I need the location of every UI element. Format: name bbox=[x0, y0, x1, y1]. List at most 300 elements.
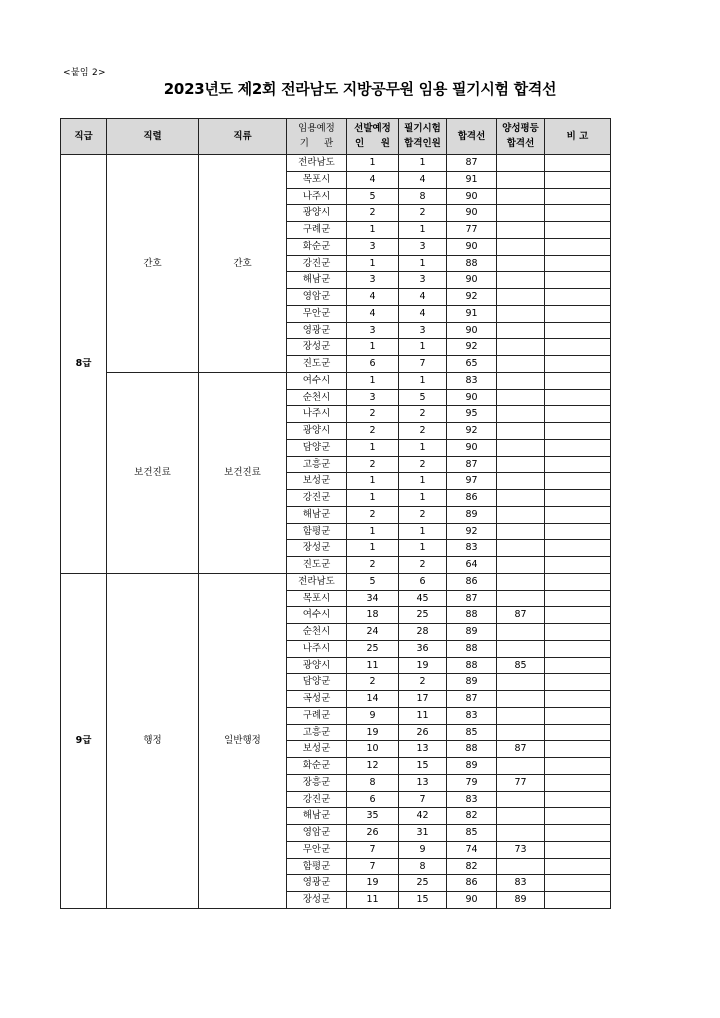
planned-cell: 5 bbox=[347, 188, 399, 205]
remarks-cell bbox=[545, 674, 611, 691]
cutoff-cell: 64 bbox=[447, 557, 497, 574]
remarks-cell bbox=[545, 892, 611, 909]
passed-cell: 1 bbox=[399, 339, 447, 356]
agency-cell: 장흥군 bbox=[287, 774, 347, 791]
equality-cell bbox=[497, 171, 545, 188]
passed-cell: 7 bbox=[399, 791, 447, 808]
planned-cell: 12 bbox=[347, 758, 399, 775]
remarks-cell bbox=[545, 741, 611, 758]
cutoff-cell: 90 bbox=[447, 188, 497, 205]
agency-cell: 장성군 bbox=[287, 339, 347, 356]
remarks-cell bbox=[545, 774, 611, 791]
passed-cell: 25 bbox=[399, 875, 447, 892]
equality-cell bbox=[497, 573, 545, 590]
header-agency-line1: 임용예정 bbox=[298, 123, 335, 135]
cutoff-cell: 83 bbox=[447, 707, 497, 724]
cutoff-cell: 82 bbox=[447, 808, 497, 825]
equality-cell bbox=[497, 305, 545, 322]
equality-cell: 87 bbox=[497, 741, 545, 758]
planned-cell: 14 bbox=[347, 691, 399, 708]
cutoff-cell: 83 bbox=[447, 791, 497, 808]
table-row bbox=[61, 372, 611, 389]
passed-cell: 1 bbox=[399, 155, 447, 172]
remarks-cell bbox=[545, 423, 611, 440]
remarks-cell bbox=[545, 473, 611, 490]
cutoff-cell: 88 bbox=[447, 255, 497, 272]
header-planned-line1: 선발예정 bbox=[354, 123, 391, 135]
agency-cell: 곡성군 bbox=[287, 691, 347, 708]
cutoff-cell: 91 bbox=[447, 171, 497, 188]
remarks-cell bbox=[545, 238, 611, 255]
cutoff-cell: 87 bbox=[447, 155, 497, 172]
agency-cell: 영광군 bbox=[287, 875, 347, 892]
planned-cell: 4 bbox=[347, 171, 399, 188]
passed-cell: 2 bbox=[399, 506, 447, 523]
passed-cell: 26 bbox=[399, 724, 447, 741]
equality-cell bbox=[497, 674, 545, 691]
passed-cell: 19 bbox=[399, 657, 447, 674]
passed-cell: 1 bbox=[399, 473, 447, 490]
cutoff-cell: 85 bbox=[447, 724, 497, 741]
planned-cell: 6 bbox=[347, 791, 399, 808]
agency-cell: 목포시 bbox=[287, 171, 347, 188]
passed-cell: 36 bbox=[399, 640, 447, 657]
remarks-cell bbox=[545, 607, 611, 624]
remarks-cell bbox=[545, 691, 611, 708]
equality-cell bbox=[497, 825, 545, 842]
passed-cell: 13 bbox=[399, 741, 447, 758]
equality-cell bbox=[497, 238, 545, 255]
planned-cell: 1 bbox=[347, 473, 399, 490]
planned-cell: 34 bbox=[347, 590, 399, 607]
equality-cell bbox=[497, 590, 545, 607]
header-agency-line2: 기 관 bbox=[299, 137, 334, 149]
table-body bbox=[61, 155, 611, 909]
passed-cell: 1 bbox=[399, 490, 447, 507]
passed-cell: 7 bbox=[399, 356, 447, 373]
passed-cell: 8 bbox=[399, 188, 447, 205]
agency-cell: 무안군 bbox=[287, 841, 347, 858]
equality-cell bbox=[497, 557, 545, 574]
remarks-cell bbox=[545, 640, 611, 657]
passed-cell: 15 bbox=[399, 892, 447, 909]
agency-cell: 구례군 bbox=[287, 707, 347, 724]
planned-cell: 3 bbox=[347, 238, 399, 255]
agency-cell: 영암군 bbox=[287, 289, 347, 306]
equality-cell bbox=[497, 523, 545, 540]
remarks-cell bbox=[545, 858, 611, 875]
agency-cell: 광양시 bbox=[287, 657, 347, 674]
planned-cell: 5 bbox=[347, 573, 399, 590]
cutoff-cell: 91 bbox=[447, 305, 497, 322]
remarks-cell bbox=[545, 272, 611, 289]
passed-cell: 8 bbox=[399, 858, 447, 875]
cutoff-cell: 89 bbox=[447, 624, 497, 641]
planned-cell: 2 bbox=[347, 406, 399, 423]
equality-cell bbox=[497, 691, 545, 708]
table-row bbox=[61, 155, 611, 172]
remarks-cell bbox=[545, 155, 611, 172]
equality-cell bbox=[497, 724, 545, 741]
planned-cell: 4 bbox=[347, 305, 399, 322]
planned-cell: 2 bbox=[347, 205, 399, 222]
planned-cell: 1 bbox=[347, 155, 399, 172]
equality-cell bbox=[497, 506, 545, 523]
equality-cell bbox=[497, 540, 545, 557]
agency-cell: 해남군 bbox=[287, 808, 347, 825]
header-remarks: 비 고 bbox=[545, 119, 611, 155]
cutoff-cell: 90 bbox=[447, 272, 497, 289]
remarks-cell bbox=[545, 506, 611, 523]
passed-cell: 4 bbox=[399, 171, 447, 188]
planned-cell: 19 bbox=[347, 875, 399, 892]
cutoff-cell: 87 bbox=[447, 456, 497, 473]
header-equality-line2: 합격선 bbox=[506, 137, 535, 149]
equality-cell bbox=[497, 372, 545, 389]
remarks-cell bbox=[545, 389, 611, 406]
planned-cell: 4 bbox=[347, 289, 399, 306]
agency-cell: 고흥군 bbox=[287, 456, 347, 473]
agency-cell: 보성군 bbox=[287, 741, 347, 758]
agency-cell: 강진군 bbox=[287, 490, 347, 507]
header-series: 직렬 bbox=[107, 119, 199, 155]
remarks-cell bbox=[545, 557, 611, 574]
cutoff-cell: 89 bbox=[447, 506, 497, 523]
agency-cell: 무안군 bbox=[287, 305, 347, 322]
agency-cell: 나주시 bbox=[287, 406, 347, 423]
equality-cell bbox=[497, 222, 545, 239]
planned-cell: 11 bbox=[347, 892, 399, 909]
cutoff-cell: 87 bbox=[447, 590, 497, 607]
remarks-cell bbox=[545, 590, 611, 607]
header-cutoff: 합격선 bbox=[447, 119, 497, 155]
table-header-row bbox=[61, 119, 611, 155]
cutoff-cell: 86 bbox=[447, 573, 497, 590]
agency-cell: 진도군 bbox=[287, 557, 347, 574]
passed-cell: 6 bbox=[399, 573, 447, 590]
passed-cell: 5 bbox=[399, 389, 447, 406]
cutoff-cell: 92 bbox=[447, 523, 497, 540]
passed-cell: 25 bbox=[399, 607, 447, 624]
equality-cell: 73 bbox=[497, 841, 545, 858]
equality-cell bbox=[497, 624, 545, 641]
header-planned bbox=[347, 119, 399, 155]
planned-cell: 11 bbox=[347, 657, 399, 674]
passed-cell: 1 bbox=[399, 439, 447, 456]
cutoff-cell: 90 bbox=[447, 322, 497, 339]
planned-cell: 1 bbox=[347, 372, 399, 389]
agency-cell: 함평군 bbox=[287, 858, 347, 875]
agency-cell: 해남군 bbox=[287, 272, 347, 289]
equality-cell bbox=[497, 406, 545, 423]
remarks-cell bbox=[545, 356, 611, 373]
remarks-cell bbox=[545, 188, 611, 205]
cutoff-cell: 90 bbox=[447, 439, 497, 456]
header-equality-line1: 양성평등 bbox=[502, 123, 539, 135]
planned-cell: 6 bbox=[347, 356, 399, 373]
equality-cell bbox=[497, 640, 545, 657]
cutoff-cell: 95 bbox=[447, 406, 497, 423]
agency-cell: 장성군 bbox=[287, 892, 347, 909]
passed-cell: 2 bbox=[399, 674, 447, 691]
agency-cell: 장성군 bbox=[287, 540, 347, 557]
passed-cell: 42 bbox=[399, 808, 447, 825]
table-row bbox=[61, 573, 611, 590]
remarks-cell bbox=[545, 171, 611, 188]
passed-cell: 1 bbox=[399, 255, 447, 272]
class-cell: 보건진료 bbox=[199, 372, 287, 573]
agency-cell: 여수시 bbox=[287, 607, 347, 624]
remarks-cell bbox=[545, 808, 611, 825]
remarks-cell bbox=[545, 875, 611, 892]
agency-cell: 담양군 bbox=[287, 439, 347, 456]
cutoff-cell: 85 bbox=[447, 825, 497, 842]
agency-cell: 광양시 bbox=[287, 205, 347, 222]
planned-cell: 19 bbox=[347, 724, 399, 741]
planned-cell: 1 bbox=[347, 222, 399, 239]
passed-cell: 3 bbox=[399, 272, 447, 289]
remarks-cell bbox=[545, 205, 611, 222]
remarks-cell bbox=[545, 222, 611, 239]
planned-cell: 3 bbox=[347, 389, 399, 406]
passed-cell: 4 bbox=[399, 289, 447, 306]
remarks-cell bbox=[545, 624, 611, 641]
equality-cell bbox=[497, 423, 545, 440]
header-planned-line2: 인 원 bbox=[355, 137, 390, 149]
cutoff-cell: 65 bbox=[447, 356, 497, 373]
remarks-cell bbox=[545, 439, 611, 456]
passed-cell: 2 bbox=[399, 205, 447, 222]
series-cell: 간호 bbox=[107, 155, 199, 373]
cutoff-cell: 89 bbox=[447, 758, 497, 775]
passed-cell: 1 bbox=[399, 523, 447, 540]
remarks-cell bbox=[545, 490, 611, 507]
remarks-cell bbox=[545, 791, 611, 808]
header-passed-line1: 필기시험 bbox=[404, 123, 441, 135]
agency-cell: 보성군 bbox=[287, 473, 347, 490]
equality-cell bbox=[497, 155, 545, 172]
remarks-cell bbox=[545, 456, 611, 473]
cutoff-cell: 83 bbox=[447, 372, 497, 389]
class-cell: 일반행정 bbox=[199, 573, 287, 908]
passed-cell: 2 bbox=[399, 423, 447, 440]
agency-cell: 화순군 bbox=[287, 238, 347, 255]
equality-cell bbox=[497, 758, 545, 775]
agency-cell: 해남군 bbox=[287, 506, 347, 523]
remarks-cell bbox=[545, 573, 611, 590]
agency-cell: 강진군 bbox=[287, 791, 347, 808]
remarks-cell bbox=[545, 657, 611, 674]
equality-cell bbox=[497, 791, 545, 808]
planned-cell: 1 bbox=[347, 523, 399, 540]
cutoff-cell: 82 bbox=[447, 858, 497, 875]
cutoff-cell: 87 bbox=[447, 691, 497, 708]
agency-cell: 영암군 bbox=[287, 825, 347, 842]
equality-cell bbox=[497, 808, 545, 825]
equality-cell bbox=[497, 289, 545, 306]
cutoff-cell: 92 bbox=[447, 339, 497, 356]
cutoff-cell: 97 bbox=[447, 473, 497, 490]
passed-cell: 3 bbox=[399, 238, 447, 255]
agency-cell: 순천시 bbox=[287, 389, 347, 406]
agency-cell: 여수시 bbox=[287, 372, 347, 389]
passed-cell: 28 bbox=[399, 624, 447, 641]
passed-cell: 9 bbox=[399, 841, 447, 858]
remarks-cell bbox=[545, 523, 611, 540]
cutoff-cell: 83 bbox=[447, 540, 497, 557]
passed-cell: 17 bbox=[399, 691, 447, 708]
cutoff-cell: 77 bbox=[447, 222, 497, 239]
agency-cell: 구례군 bbox=[287, 222, 347, 239]
cutoff-cell: 90 bbox=[447, 238, 497, 255]
remarks-cell bbox=[545, 255, 611, 272]
passed-cell: 11 bbox=[399, 707, 447, 724]
cutoff-cell: 92 bbox=[447, 289, 497, 306]
equality-cell: 89 bbox=[497, 892, 545, 909]
passed-cell: 2 bbox=[399, 557, 447, 574]
header-passed-line2: 합격인원 bbox=[404, 137, 441, 149]
class-cell: 간호 bbox=[199, 155, 287, 373]
remarks-cell bbox=[545, 305, 611, 322]
planned-cell: 1 bbox=[347, 439, 399, 456]
header-equality bbox=[497, 119, 545, 155]
equality-cell: 87 bbox=[497, 607, 545, 624]
equality-cell bbox=[497, 322, 545, 339]
planned-cell: 10 bbox=[347, 741, 399, 758]
equality-cell bbox=[497, 339, 545, 356]
equality-cell bbox=[497, 490, 545, 507]
agency-cell: 목포시 bbox=[287, 590, 347, 607]
planned-cell: 2 bbox=[347, 456, 399, 473]
cutoff-cell: 79 bbox=[447, 774, 497, 791]
cutoff-cell: 86 bbox=[447, 875, 497, 892]
agency-cell: 영광군 bbox=[287, 322, 347, 339]
remarks-cell bbox=[545, 724, 611, 741]
planned-cell: 18 bbox=[347, 607, 399, 624]
cutoff-cell: 74 bbox=[447, 841, 497, 858]
planned-cell: 9 bbox=[347, 707, 399, 724]
agency-cell: 담양군 bbox=[287, 674, 347, 691]
equality-cell: 77 bbox=[497, 774, 545, 791]
planned-cell: 25 bbox=[347, 640, 399, 657]
cutoff-cell: 88 bbox=[447, 657, 497, 674]
passed-cell: 2 bbox=[399, 456, 447, 473]
cutoff-cell: 90 bbox=[447, 389, 497, 406]
agency-cell: 전라남도 bbox=[287, 573, 347, 590]
passed-cell: 1 bbox=[399, 540, 447, 557]
agency-cell: 나주시 bbox=[287, 188, 347, 205]
passed-cell: 1 bbox=[399, 372, 447, 389]
passed-cell: 45 bbox=[399, 590, 447, 607]
equality-cell bbox=[497, 707, 545, 724]
header-grade: 직급 bbox=[61, 119, 107, 155]
remarks-cell bbox=[545, 289, 611, 306]
planned-cell: 2 bbox=[347, 506, 399, 523]
passed-cell: 1 bbox=[399, 222, 447, 239]
planned-cell: 7 bbox=[347, 841, 399, 858]
planned-cell: 24 bbox=[347, 624, 399, 641]
remarks-cell bbox=[545, 707, 611, 724]
cutoff-cell: 88 bbox=[447, 741, 497, 758]
remarks-cell bbox=[545, 372, 611, 389]
remarks-cell bbox=[545, 841, 611, 858]
agency-cell: 진도군 bbox=[287, 356, 347, 373]
grade-cell: 8급 bbox=[61, 155, 107, 574]
remarks-cell bbox=[545, 758, 611, 775]
equality-cell: 85 bbox=[497, 657, 545, 674]
header-class: 직류 bbox=[199, 119, 287, 155]
passed-cell: 13 bbox=[399, 774, 447, 791]
cutoff-cell: 86 bbox=[447, 490, 497, 507]
agency-cell: 강진군 bbox=[287, 255, 347, 272]
attachment-label: <붙임 2> bbox=[63, 68, 106, 78]
agency-cell: 전라남도 bbox=[287, 155, 347, 172]
header-agency bbox=[287, 119, 347, 155]
agency-cell: 광양시 bbox=[287, 423, 347, 440]
cutoff-cell: 90 bbox=[447, 205, 497, 222]
agency-cell: 순천시 bbox=[287, 624, 347, 641]
agency-cell: 함평군 bbox=[287, 523, 347, 540]
series-cell: 보건진료 bbox=[107, 372, 199, 573]
planned-cell: 3 bbox=[347, 322, 399, 339]
cutoff-cell: 90 bbox=[447, 892, 497, 909]
equality-cell bbox=[497, 188, 545, 205]
passing-score-table bbox=[60, 118, 611, 909]
equality-cell bbox=[497, 456, 545, 473]
equality-cell bbox=[497, 255, 545, 272]
equality-cell bbox=[497, 439, 545, 456]
equality-cell bbox=[497, 858, 545, 875]
remarks-cell bbox=[545, 406, 611, 423]
planned-cell: 7 bbox=[347, 858, 399, 875]
cutoff-cell: 92 bbox=[447, 423, 497, 440]
planned-cell: 8 bbox=[347, 774, 399, 791]
planned-cell: 2 bbox=[347, 557, 399, 574]
passed-cell: 4 bbox=[399, 305, 447, 322]
equality-cell bbox=[497, 205, 545, 222]
planned-cell: 2 bbox=[347, 423, 399, 440]
grade-cell: 9급 bbox=[61, 573, 107, 908]
agency-cell: 화순군 bbox=[287, 758, 347, 775]
passed-cell: 31 bbox=[399, 825, 447, 842]
cutoff-cell: 89 bbox=[447, 674, 497, 691]
equality-cell bbox=[497, 389, 545, 406]
agency-cell: 고흥군 bbox=[287, 724, 347, 741]
remarks-cell bbox=[545, 322, 611, 339]
passed-cell: 3 bbox=[399, 322, 447, 339]
header-passed bbox=[399, 119, 447, 155]
passed-cell: 15 bbox=[399, 758, 447, 775]
remarks-cell bbox=[545, 540, 611, 557]
planned-cell: 1 bbox=[347, 540, 399, 557]
planned-cell: 35 bbox=[347, 808, 399, 825]
planned-cell: 2 bbox=[347, 674, 399, 691]
agency-cell: 나주시 bbox=[287, 640, 347, 657]
planned-cell: 1 bbox=[347, 490, 399, 507]
equality-cell: 83 bbox=[497, 875, 545, 892]
passed-cell: 2 bbox=[399, 406, 447, 423]
page-title: 2023년도 제2회 전라남도 지방공무원 임용 필기시험 합격선 bbox=[163, 80, 557, 98]
planned-cell: 3 bbox=[347, 272, 399, 289]
remarks-cell bbox=[545, 825, 611, 842]
cutoff-cell: 88 bbox=[447, 640, 497, 657]
equality-cell bbox=[497, 356, 545, 373]
planned-cell: 1 bbox=[347, 255, 399, 272]
cutoff-cell: 88 bbox=[447, 607, 497, 624]
planned-cell: 1 bbox=[347, 339, 399, 356]
equality-cell bbox=[497, 473, 545, 490]
planned-cell: 26 bbox=[347, 825, 399, 842]
